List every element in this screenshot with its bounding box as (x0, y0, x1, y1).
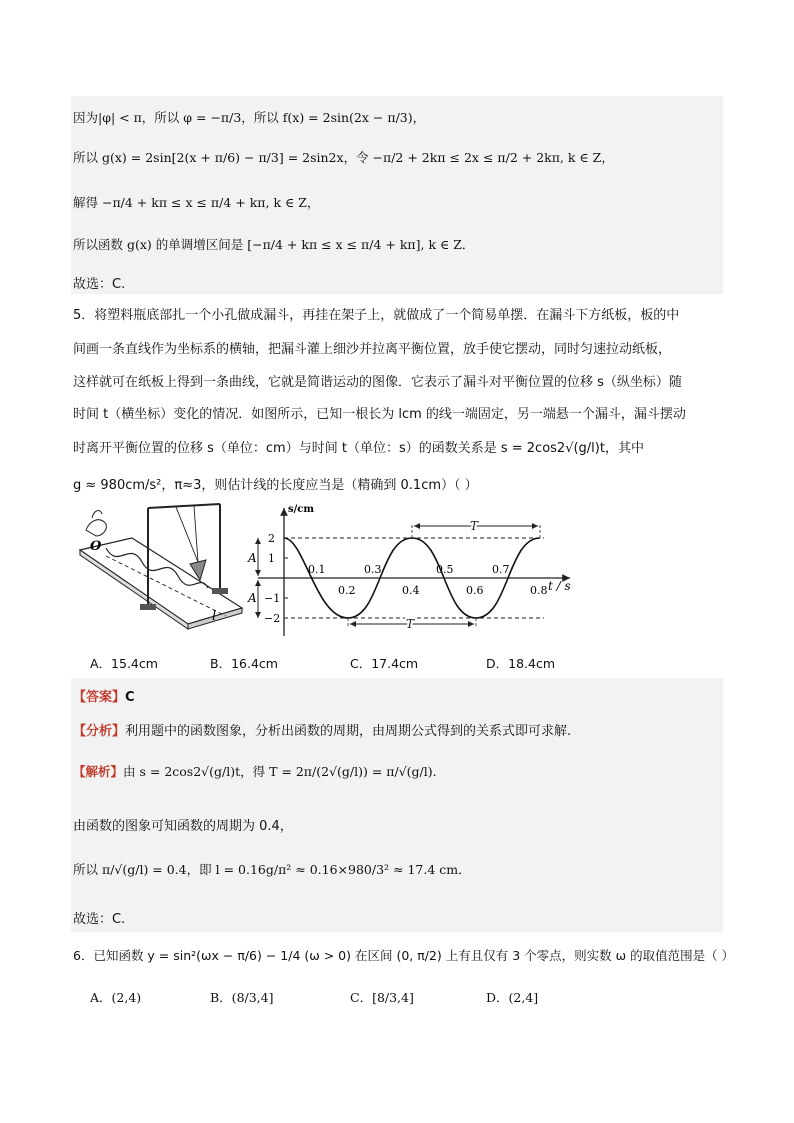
prev-solution-choice: 故选：C. (73, 277, 126, 292)
answer-value: C (125, 690, 135, 705)
q5-option-b: B．16.4cm (210, 656, 278, 671)
length-calculation: 所以 π/√(g/l) = 0.4，即 l = 0.16g/π² ≈ 0.16×980/3² ≈ 17.4 cm． (73, 862, 471, 877)
x-tick-0.6: 0.6 (466, 584, 484, 597)
string-length-label: l (212, 609, 217, 624)
x-tick-0.5: 0.5 (436, 563, 454, 576)
origin-label: O (90, 539, 102, 554)
jiexi-tag: 【解析】 (73, 764, 124, 779)
q5-option-a: A．15.4cm (90, 656, 158, 671)
pendulum-illustration (76, 500, 246, 630)
answer-line (73, 686, 135, 705)
q5-line-3: 这样就可在纸板上得到一条曲线，它就是简谐运动的图像．它表示了漏斗对平衡位置的位移 s（纵坐标）随 (73, 375, 682, 390)
amplitude-label-top: A (248, 551, 257, 565)
q6-stem: 6．已知函数 y = sin²(ωx − π/6) − 1/4 (ω > 0) 在区间 (0, π/2) 上有且仅有 3 个零点，则实数 ω 的取值范围是（ ） (73, 948, 735, 963)
y-tick-neg2: −2 (264, 612, 281, 625)
jiexi-text: 由 s = 2cos2√(g/l)t，得 T = 2π/(2√(g/l)) = π/√(g/l)． (123, 764, 446, 779)
x-tick-0.4: 0.4 (402, 584, 420, 597)
s-axis-label: s/cm (288, 504, 314, 515)
q5-option-c: C．17.4cm (350, 656, 419, 671)
analysis-line (73, 720, 571, 739)
prev-solution-line-4: 所以函数 g(x) 的单调增区间是 [−π/4 + kπ ≤ x ≤ π/4 + kπ], k ∈ Z． (73, 237, 475, 252)
q6-option-c: C．[8/3,4] (350, 990, 414, 1005)
q5-line-5: 时离开平衡位置的位移 s（单位：cm）与时间 t（单位：s）的函数关系是 s = 2cos2√(g/l)t，其中 (73, 441, 644, 456)
displacement-time-graph (244, 502, 584, 640)
q6-option-a: A．(2,4) (90, 990, 142, 1005)
x-tick-0.3: 0.3 (364, 563, 382, 576)
q6-option-d: D．(2,4] (486, 990, 539, 1005)
y-tick-1: 1 (268, 552, 275, 565)
answer-choice: 故选：C. (73, 912, 126, 927)
q5-line-2: 间画一条直线作为坐标系的横轴，把漏斗灌上细沙并拉离平衡位置，放手使它摆动，同时匀速拉动纸板， (73, 342, 672, 357)
q5-line-4: 时间 t（横坐标）变化的情况．如图所示，已知一根长为 lcm 的线一端固定，另一端悬一个漏斗，漏斗摆动 (73, 407, 686, 422)
answer-block (71, 678, 723, 932)
x-tick-0.7: 0.7 (492, 563, 510, 576)
q6-option-b: B．(8/3,4] (210, 990, 274, 1005)
prev-solution-line-2: 所以 g(x) = 2sin[2(x + π/6) − π/3] = 2sin2x，令 −π/2 + 2kπ ≤ 2x ≤ π/2 + 2kπ, k ∈ Z， (73, 150, 614, 165)
t-axis-label: t / s (548, 579, 571, 593)
answer-tag: 【答案】 (73, 690, 126, 705)
x-tick-0.2: 0.2 (338, 584, 356, 597)
prev-solution-line-1: 因为|φ| < π，所以 φ = −π/3，所以 f(x) = 2sin(2x − π/3)， (73, 110, 426, 125)
y-tick-2: 2 (268, 532, 275, 545)
prev-solution-line-3: 解得 −π/4 + kπ ≤ x ≤ π/4 + kπ, k ∈ Z， (73, 195, 320, 210)
q5-option-d: D．18.4cm (486, 656, 556, 671)
y-tick-neg1: −1 (264, 592, 281, 605)
q5-line-1: 5．将塑料瓶底部扎一个小孔做成漏斗，再挂在架子上，就做成了一个简易单摆．在漏斗下方纸板，板的中 (73, 308, 680, 323)
period-label-top: T (470, 519, 479, 533)
amplitude-label-bottom: A (248, 591, 257, 605)
x-tick-0.8: 0.8 (530, 584, 548, 597)
jiexi-line (73, 762, 445, 780)
period-line: 由函数的图象可知函数的周期为 0.4， (73, 819, 293, 834)
x-tick-0.1: 0.1 (308, 563, 326, 576)
analysis-text: 利用题中的函数图象，分析出函数的周期，由周期公式得到的关系式即可求解. (125, 724, 572, 739)
q5-line-6: g ≈ 980cm/s²，π≈3，则估计线的长度应当是（精确到 0.1cm）（ ） (73, 478, 478, 493)
period-label-bottom: T (406, 617, 415, 631)
analysis-tag: 【分析】 (73, 724, 126, 739)
